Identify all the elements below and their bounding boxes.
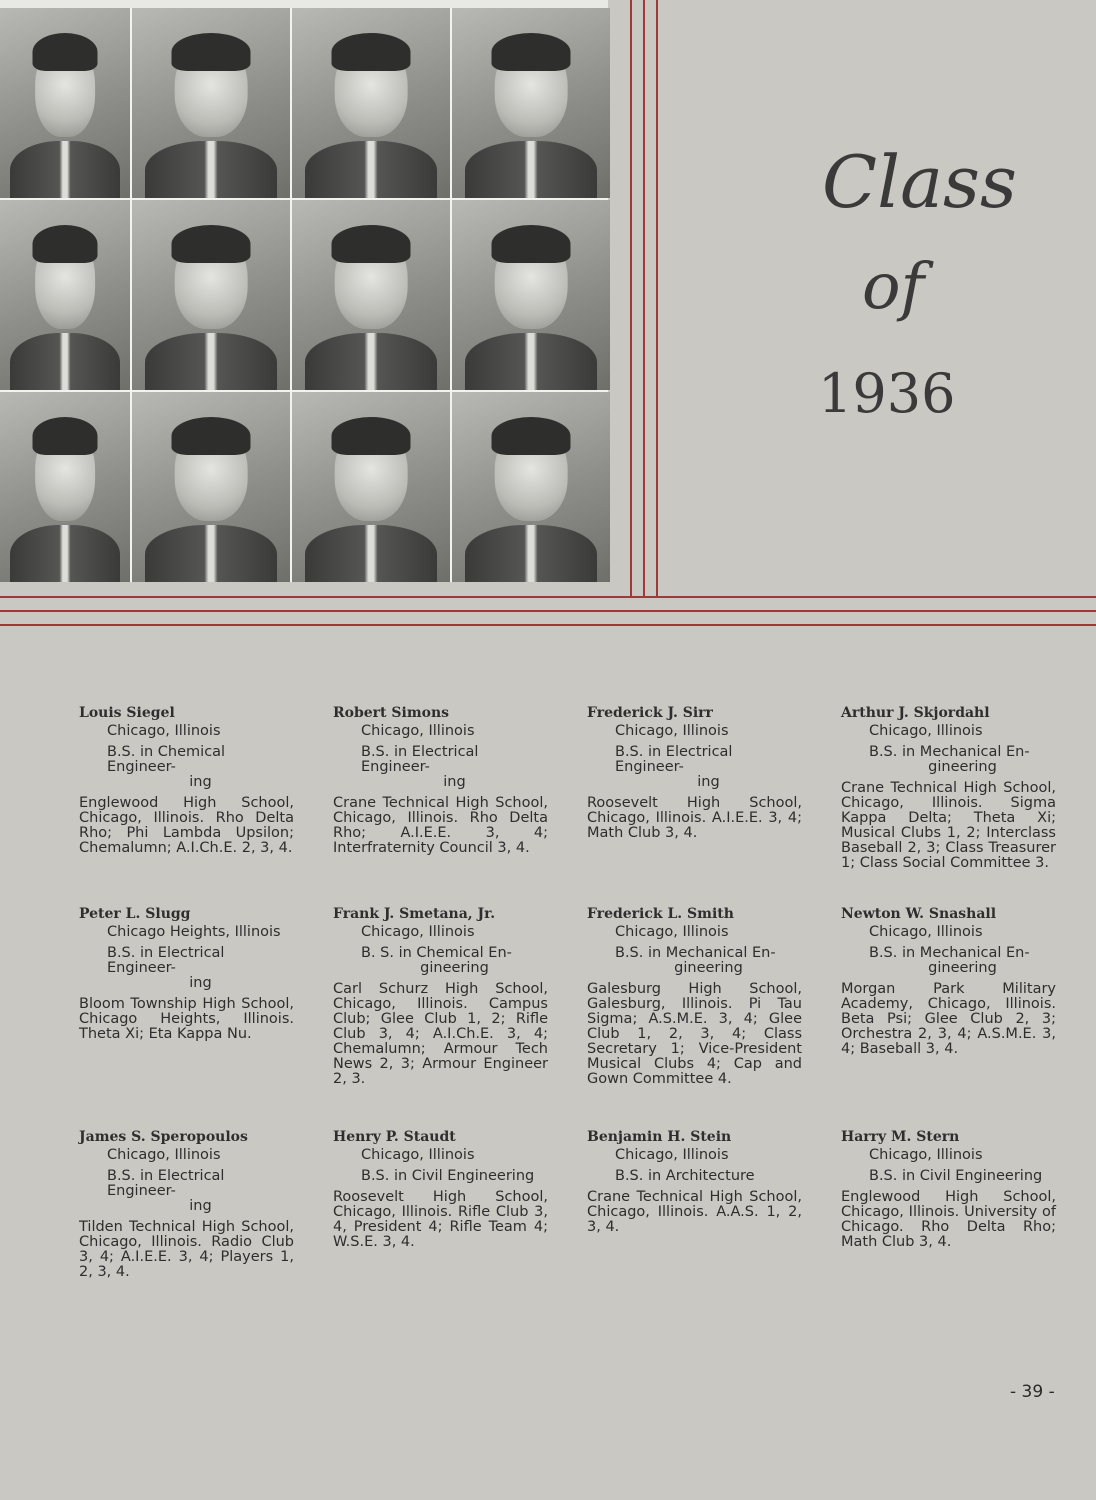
portrait-photo (0, 8, 130, 198)
portrait-photo (132, 8, 290, 198)
graduate-degree (79, 1169, 294, 1214)
graduate-entry (587, 706, 802, 841)
graduate-name: Henry P. Staudt (333, 1129, 456, 1145)
degree-line: ing (697, 774, 720, 790)
portrait-photo (452, 200, 610, 390)
title-year: 1936 (818, 362, 956, 425)
portrait-photo (0, 200, 130, 390)
horizontal-rule (0, 596, 1096, 598)
degree-line: gineering (420, 960, 489, 976)
portrait-grid (0, 8, 608, 582)
horizontal-rule (0, 624, 1096, 626)
degree-line: ing (189, 1198, 212, 1214)
graduate-name: Newton W. Snashall (841, 906, 997, 922)
graduate-entry (333, 1130, 548, 1250)
graduate-entry (841, 1130, 1056, 1250)
title-of: of (862, 250, 925, 324)
graduate-entry (333, 706, 548, 856)
graduate-entry (333, 907, 548, 1087)
page-number: - 39 - (1010, 1382, 1055, 1402)
graduate-name: Benjamin H. Stein (587, 1129, 732, 1145)
graduate-name: Arthur J. Skjordahl (841, 705, 990, 721)
portrait-photo (0, 392, 130, 582)
degree-line: B.S. in Civil Engineering (869, 1168, 1043, 1184)
graduate-degree (841, 1169, 1056, 1184)
degree-line: B.S. in Electrical Engineer- (107, 945, 225, 976)
graduate-hometown: Chicago, Illinois (107, 1147, 221, 1163)
graduate-hometown: Chicago, Illinois (615, 1147, 729, 1163)
graduate-hometown: Chicago, Illinois (361, 1147, 475, 1163)
degree-line: B.S. in Mechanical En- (869, 744, 1030, 760)
graduate-degree (587, 745, 802, 790)
portrait-photo (292, 8, 450, 198)
graduate-name: Frederick J. Sirr (587, 705, 713, 721)
graduate-record: Crane Technical High School, Chicago, Illinois. Rho Delta Rho; A.I.E.E. 3, 4; Interfraternity Council 3, 4. (333, 795, 548, 856)
graduate-hometown: Chicago, Illinois (361, 924, 475, 940)
degree-line: ing (189, 975, 212, 991)
portrait-photo (452, 8, 610, 198)
degree-line: B.S. in Electrical Engineer- (361, 744, 479, 775)
graduate-record: Englewood High School, Chicago, Illinois. University of Chicago. Rho Delta Rho; Math Club 3, 4. (841, 1189, 1056, 1250)
horizontal-rule (0, 610, 1096, 612)
graduate-record: Roosevelt High School, Chicago, Illinois. A.I.E.E. 3, 4; Math Club 3, 4. (587, 795, 802, 841)
graduate-hometown: Chicago, Illinois (869, 1147, 983, 1163)
graduate-name: Peter L. Slugg (79, 906, 191, 922)
graduate-record: Crane Technical High School, Chicago, Illinois. Sigma Kappa Delta; Theta Xi; Musical Clubs 1, 2; Interclass Baseball 2, 3; Class Treasurer 1; Class Social Committee 3. (841, 780, 1056, 871)
graduate-degree (841, 946, 1056, 976)
graduate-degree (333, 1169, 548, 1184)
graduate-hometown: Chicago, Illinois (107, 723, 221, 739)
graduate-record: Roosevelt High School, Chicago, Illinois. Rifle Club 3, 4, President 4; Rifle Team 4; W.S.E. 3, 4. (333, 1189, 548, 1250)
graduate-degree (333, 745, 548, 790)
degree-line: B.S. in Electrical Engineer- (107, 1168, 225, 1199)
degree-line: ing (443, 774, 466, 790)
degree-line: gineering (674, 960, 743, 976)
degree-line: B. S. in Chemical En- (361, 945, 512, 961)
graduate-name: Frederick L. Smith (587, 906, 734, 922)
graduate-degree (587, 946, 802, 976)
degree-line: gineering (928, 759, 997, 775)
graduate-record: Carl Schurz High School, Chicago, Illinois. Campus Club; Glee Club 1, 2; Rifle Club 3, 4; A.I.Ch.E. 3, 4; Chemalumn; Armour Tech News 2, 3; Armour Engineer 2, 3. (333, 981, 548, 1087)
graduate-entry (841, 706, 1056, 871)
degree-line: B.S. in Mechanical En- (615, 945, 776, 961)
graduate-record: Tilden Technical High School, Chicago, Illinois. Radio Club 3, 4; A.I.E.E. 3, 4; Players 1, 2, 3, 4. (79, 1219, 294, 1280)
graduate-hometown: Chicago, Illinois (869, 723, 983, 739)
graduate-hometown: Chicago, Illinois (615, 723, 729, 739)
graduate-degree (333, 946, 548, 976)
graduate-entry (841, 907, 1056, 1057)
degree-line: ing (189, 774, 212, 790)
graduate-name: Robert Simons (333, 705, 450, 721)
graduate-hometown: Chicago, Illinois (869, 924, 983, 940)
graduate-record: Englewood High School, Chicago, Illinois. Rho Delta Rho; Phi Lambda Upsilon; Chemalumn; A.I.Ch.E. 2, 3, 4. (79, 795, 294, 856)
portrait-photo (292, 392, 450, 582)
graduate-entry (79, 1130, 294, 1280)
graduate-name: Harry M. Stern (841, 1129, 960, 1145)
graduate-hometown: Chicago, Illinois (361, 723, 475, 739)
graduate-degree (79, 946, 294, 991)
degree-line: B.S. in Architecture (615, 1168, 755, 1184)
graduate-record: Crane Technical High School, Chicago, Illinois. A.A.S. 1, 2, 3, 4. (587, 1189, 802, 1235)
portrait-photo (132, 200, 290, 390)
title-class: Class (822, 140, 1017, 224)
graduate-entry (587, 907, 802, 1087)
degree-line: B.S. in Civil Engineering (361, 1168, 535, 1184)
portrait-photo (292, 200, 450, 390)
graduate-record: Morgan Park Military Academy, Chicago, Illinois. Beta Psi; Glee Club 2, 3; Orchestra 2, 3, 4; A.S.M.E. 3, 4; Baseball 3, 4. (841, 981, 1056, 1057)
degree-line: B.S. in Chemical Engineer- (107, 744, 226, 775)
graduate-entry (79, 706, 294, 856)
degree-line: B.S. in Mechanical En- (869, 945, 1030, 961)
vertical-rule (656, 0, 658, 596)
graduate-hometown: Chicago Heights, Illinois (107, 924, 281, 940)
portrait-photo (452, 392, 610, 582)
portrait-photo (132, 392, 290, 582)
graduate-name: Louis Siegel (79, 705, 175, 721)
graduate-record: Bloom Township High School, Chicago Heights, Illinois. Theta Xi; Eta Kappa Nu. (79, 996, 294, 1042)
graduate-degree (841, 745, 1056, 775)
graduate-name: James S. Speropoulos (79, 1129, 248, 1145)
graduate-hometown: Chicago, Illinois (615, 924, 729, 940)
graduate-entry (79, 907, 294, 1042)
graduate-name: Frank J. Smetana, Jr. (333, 906, 496, 922)
graduate-degree (587, 1169, 802, 1184)
top-strip (0, 0, 608, 8)
degree-line: B.S. in Electrical Engineer- (615, 744, 733, 775)
vertical-rule (643, 0, 645, 596)
graduate-record: Galesburg High School, Galesburg, Illinois. Pi Tau Sigma; A.S.M.E. 3, 4; Glee Club 1, 2, 3, 4; Class Secretary 1; Vice-President Musical Clubs 4; Cap and Gown Committee 4. (587, 981, 802, 1087)
degree-line: gineering (928, 960, 997, 976)
graduate-entry (587, 1130, 802, 1235)
vertical-rule (630, 0, 632, 596)
graduate-degree (79, 745, 294, 790)
